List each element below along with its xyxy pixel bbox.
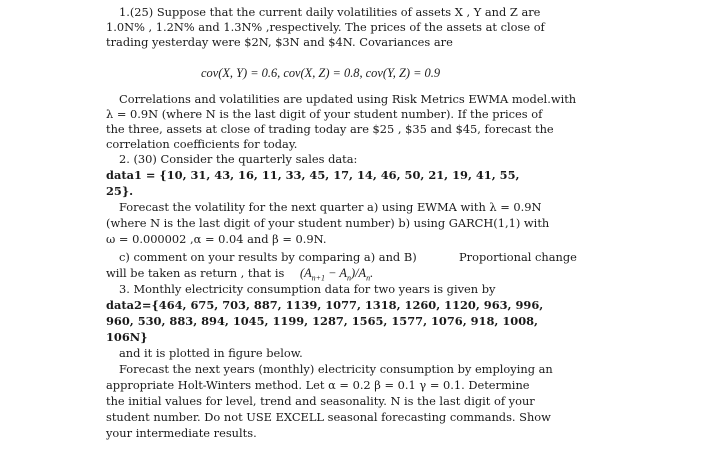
q3-line-5: student number. Do not USE EXCELL seasonal forecasting commands. Show <box>106 410 551 424</box>
q2-intro: 2. (30) Consider the quarterly sales data: <box>119 152 358 166</box>
q3-line-2: Forecast the next years (monthly) electricity consumption by employing an <box>119 362 553 376</box>
q3-line-6: your intermediate results. <box>106 426 257 440</box>
q2-data-line-2: 25}. <box>106 184 134 198</box>
q2-line-5 <box>106 266 373 281</box>
q1-line-5: λ = 0.9N (where N is the last digit of your student number). If the prices of <box>106 107 543 121</box>
q3-intro: 3. Monthly electricity consumption data for two years is given by <box>119 282 496 296</box>
q2-line-3: ω = 0.000002 ,α = 0.04 and β = 0.9N. <box>106 232 327 246</box>
q2-line-4a: c) comment on your results by comparing a) and B) <box>119 250 417 264</box>
formula-subscript: n <box>366 273 371 283</box>
q3-data-line-3: 106N} <box>106 330 148 344</box>
q2-data-line-1: data1 = {10, 31, 43, 16, 11, 33, 45, 17, 14, 46, 50, 21, 19, 41, 55, <box>106 168 520 182</box>
q2-return-formula <box>299 266 374 283</box>
q1-line-3: trading yesterday were $2N, $3N and $4N. Covariances are <box>106 35 453 49</box>
formula-part: )/A <box>350 266 367 280</box>
q1-line-6: the three, assets at close of trading today are $25 , $35 and $45, forecast the <box>106 122 554 136</box>
formula-subscript: n <box>346 273 351 283</box>
q1-line-1: 1.(25) Suppose that the current daily volatilities of assets X , Y and Z are <box>119 5 541 19</box>
q2-line-4b: Proportional change <box>459 250 577 264</box>
formula-part: (A <box>299 266 312 280</box>
q3-data-line-1: data2={464, 675, 703, 887, 1139, 1077, 1318, 1260, 1120, 963, 996, <box>106 298 544 312</box>
q1-line-4: Correlations and volatilities are updated using Risk Metrics EWMA model.with <box>119 92 577 106</box>
q1-line-2: 1.0N% , 1.2N% and 1.3N% ,respectively. The prices of the assets at close of <box>106 20 545 34</box>
q1-covariance-equation: cov(X, Y) = 0.6, cov(X, Z) = 0.8, cov(Y, Z) = 0.9 <box>201 66 441 80</box>
formula-part: − A <box>325 266 347 280</box>
q2-line-5-text: will be taken as return , that is <box>106 266 285 280</box>
q2-line-2: (where N is the last digit of your student number) b) using GARCH(1,1) with <box>106 216 550 230</box>
q3-line-3: appropriate Holt-Winters method. Let α = 0.2 β = 0.1 γ = 0.1. Determine <box>106 378 530 392</box>
q1-line-7: correlation coefficients for today. <box>106 137 298 151</box>
q3-line-4: the initial values for level, trend and seasonality. N is the last digit of your <box>106 394 535 408</box>
q3-line-1: and it is plotted in figure below. <box>119 346 303 360</box>
formula-part: . <box>370 266 374 280</box>
formula-subscript: n+1 <box>311 273 326 283</box>
q2-line-1: Forecast the volatility for the next quarter a) using EWMA with λ = 0.9N <box>119 200 542 214</box>
q3-data-line-2: 960, 530, 883, 894, 1045, 1199, 1287, 1565, 1577, 1076, 918, 1008, <box>106 314 539 328</box>
